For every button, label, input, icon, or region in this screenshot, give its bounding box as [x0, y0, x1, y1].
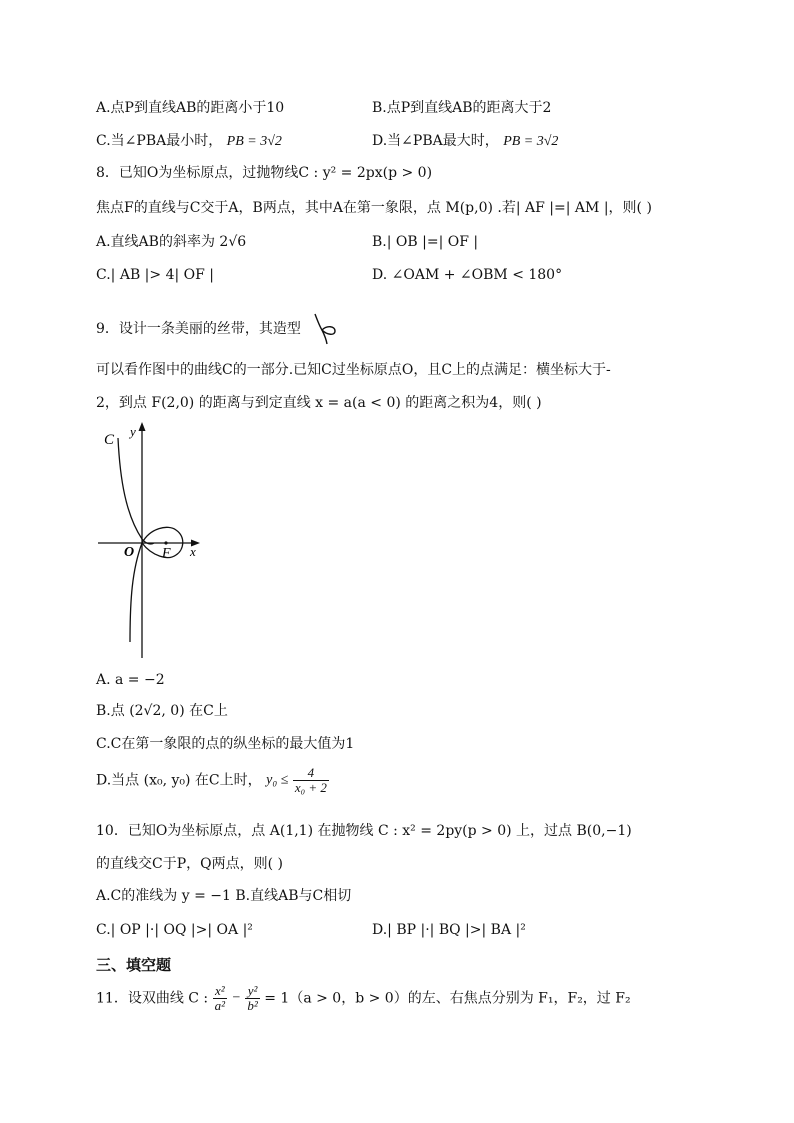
- q10-stem-line-2: 的直线交C于P，Q两点，则( ): [96, 856, 283, 872]
- curve-c-upper-branch: [118, 438, 154, 544]
- q10-option-c: C.| OP |·| OQ |>| OA |²: [96, 922, 253, 938]
- q10-option-ab: A.C的准线为 y = −1 B.直线AB与C相切: [96, 888, 352, 904]
- q11-stem-line-1: [96, 984, 631, 1013]
- q9-option-b: B.点 (2√2, 0) 在C上: [96, 703, 228, 719]
- q9-option-d-lhs: y₀ ≤: [266, 772, 289, 788]
- q11-prefix: 11．设双曲线 C :: [96, 990, 209, 1007]
- q7-option-d: [372, 131, 558, 152]
- q10-stem-line-1: 10．已知O为坐标原点，点 A(1,1) 在抛物线 C : x² = 2py(p > 0) 上，过点 B(0,−1): [96, 823, 632, 839]
- q9-option-d-fraction: [293, 766, 329, 795]
- q8-option-a: A.直线AB的斜率为 2√6: [96, 234, 247, 250]
- label-c: C: [104, 432, 115, 448]
- section-title-fill-in: 三、填空题: [96, 956, 172, 974]
- q9-stem-text-1: 9．设计一条美丽的丝带，其造型: [96, 321, 301, 337]
- q7-option-c-text: C.当∠PBA最小时，: [96, 133, 223, 149]
- q11-fraction-x-num: x²: [213, 984, 227, 999]
- q8-stem-line-1: 8．已知O为坐标原点，过抛物线C : y² = 2px(p > 0): [96, 165, 433, 181]
- focus-point-f: [164, 541, 167, 544]
- q10-option-d: D.| BP |·| BQ |>| BA |²: [372, 922, 526, 938]
- q8-option-c: C.| AB |> 4| OF |: [96, 267, 215, 283]
- q11-fraction-y-num: y²: [245, 984, 259, 999]
- q11-minus: −: [231, 990, 241, 1006]
- q7-option-c: [96, 131, 282, 152]
- q9-stem-line-1: [96, 312, 341, 346]
- q8-option-d: D. ∠OAM + ∠OBM < 180°: [372, 267, 563, 283]
- ribbon-shape-icon: [307, 312, 341, 346]
- q11-fraction-x-den: a²: [214, 998, 226, 1013]
- q11-fraction-y-den: b²: [247, 998, 258, 1013]
- q9-option-d-denominator: x₀ + 2: [294, 780, 327, 795]
- q9-stem-line-2: 可以看作图中的曲线C的一部分.已知C过坐标原点O，且C上的点满足：横坐标大于-: [96, 362, 611, 378]
- q9-option-a: A. a = −2: [96, 672, 165, 688]
- q9-option-c: C.C在第一象限的点的纵坐标的最大值为1: [96, 736, 355, 752]
- q7-option-d-text: D.当∠PBA最大时，: [372, 133, 499, 149]
- q7-option-b: B.点P到直线AB的距离大于2: [372, 100, 552, 116]
- q9-option-d: [96, 766, 329, 795]
- q9-stem-line-3: 2，到点 F(2,0) 的距离与到定直线 x = a(a < 0) 的距离之积为4，则( ): [96, 395, 542, 411]
- q9-option-d-text: D.当点 (x₀, y₀) 在C上时，: [96, 772, 262, 789]
- q7-option-c-math: PB = 3√2: [226, 134, 282, 149]
- label-x: x: [190, 544, 196, 559]
- label-f: F: [162, 546, 171, 561]
- q7-option-d-math: PB = 3√2: [503, 134, 559, 149]
- q8-option-b: B.| OB |=| OF |: [372, 234, 479, 250]
- label-o: O: [124, 545, 135, 560]
- q11-fraction-y: [245, 984, 259, 1013]
- y-axis-arrow-icon: [139, 422, 146, 431]
- q11-suffix: = 1（a > 0，b > 0）的左、右焦点分别为 F₁，F₂，过 F₂: [264, 990, 631, 1007]
- q8-stem-line-2: 焦点F的直线与C交于A，B两点，其中A在第一象限，点 M(p,0) .若| AF |=| AM |，则( ): [96, 200, 652, 216]
- q9-option-d-numerator: 4: [293, 766, 329, 781]
- q11-fraction-x: [213, 984, 227, 1013]
- q7-option-a: A.点P到直线AB的距离小于10: [96, 100, 285, 116]
- label-y: y: [130, 424, 136, 439]
- q9-curve-graph: [96, 420, 216, 660]
